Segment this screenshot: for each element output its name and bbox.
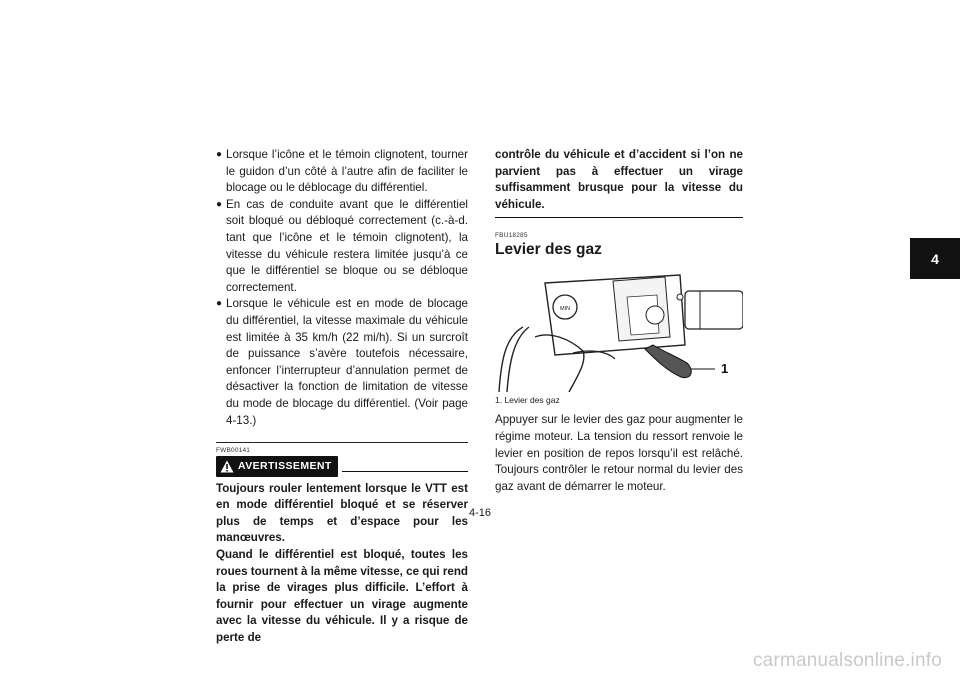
page-number: 4-16 <box>468 507 492 519</box>
warning-header <box>216 456 468 477</box>
figure-caption: 1. Levier des gaz <box>495 395 560 406</box>
section-code: FBU18285 <box>495 232 528 240</box>
throttle-lever-illustration <box>495 267 743 392</box>
watermark: carmanualsonline.info <box>752 650 942 671</box>
warning-code: FWB00141 <box>216 447 251 455</box>
bullet-item <box>216 296 468 429</box>
warning-triangle-icon <box>220 460 234 473</box>
warning-end-rule <box>495 217 743 218</box>
warning-paragraph: Quand le différentiel est bloqué, toutes les roues tournent à la même vitesse, ce qui rend la prise de virages plus difficile. L’effort à fournir pour effectuer un virage augmente avec la vitesse du véhicule. Il y a risque de perte de <box>216 548 468 645</box>
section-title: Levier des gaz <box>495 241 602 259</box>
bullet-dot: ● <box>216 198 223 210</box>
warning-header-rule <box>342 471 468 472</box>
bullet-text: Lorsque le véhicule est en mode de blocage du différentiel, la vitesse maximale du véhicule est limitée à 35 km/h (22 mi/h). Si un surcroît de puissance s’avère toutefois nécessaire, enfoncer l’interrupteur d’annulation permet de désactiver la fonction de limitation de vitesse du mode de blocage du différentiel. (Voir page 4-13.) <box>226 297 468 427</box>
warning-paragraph: Toujours rouler lentement lorsque le VTT est en mode différentiel bloqué et se réserver plus de temps et d’espace pour les manœuvres. <box>216 481 468 545</box>
bullet-dot: ● <box>216 298 223 310</box>
left-column <box>216 147 468 647</box>
bullet-text: Lorsque l’icône et le témoin clignotent, tourner le guidon d’un côté à l’autre afin de faciliter le blocage ou le déblocage du différentiel. <box>226 148 468 195</box>
bullet-item <box>216 197 468 297</box>
min-switch-label: MIN <box>559 306 571 313</box>
bullet-text: En cas de conduite avant que le différentiel soit bloqué ou débloqué correctement (c.-à-d. tant que l’icône et le témoin clignotent), la vitesse du véhicule restera limitée jusqu’à ce que le différentiel se bloque ou se débloque correctement. <box>226 197 468 294</box>
warning-label: AVERTISSEMENT <box>238 460 332 473</box>
warning-badge <box>216 456 338 477</box>
bullet-item <box>216 147 468 197</box>
throttle-lever-figure <box>495 267 743 392</box>
bullet-dot: ● <box>216 149 223 160</box>
warning-continuation: contrôle du véhicule et d’accident si l’on ne parvient pas à effectuer un virage suffisamment brusque pour la vitesse du véhicule. <box>495 148 743 211</box>
figure-callout-1: 1 <box>721 361 729 377</box>
right-column <box>495 147 743 495</box>
chapter-tab: 4 <box>910 238 960 279</box>
section-body: Appuyer sur le levier des gaz pour augmenter le régime moteur. La tension du ressort renvoie le levier en position de repos lorsqu’il est relâché. Toujours contrôler le retour normal du levier des gaz avant de démarrer le moteur. <box>495 413 743 493</box>
warning-top-rule <box>216 442 468 443</box>
